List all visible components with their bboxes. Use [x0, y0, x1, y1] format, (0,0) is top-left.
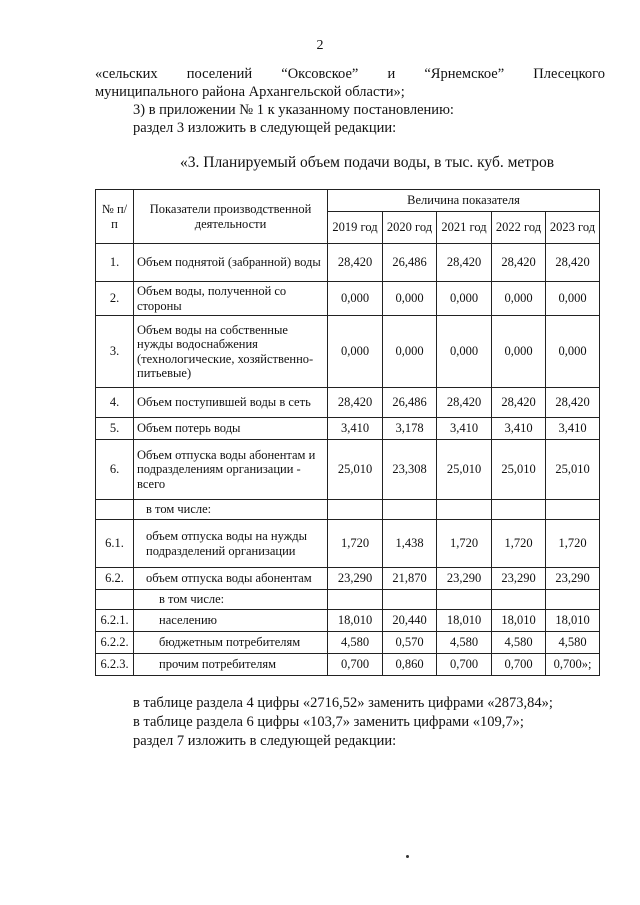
row-number: 6.2.3.	[96, 654, 134, 676]
cell-value: 28,420	[546, 244, 600, 282]
cell-value: 0,000	[492, 316, 546, 388]
row-label: в том числе:	[134, 590, 328, 610]
header-year: 2019 год	[328, 212, 383, 244]
intro-line-4: раздел 3 изложить в следующей редакции:	[133, 120, 397, 136]
table-row	[96, 282, 600, 316]
cell-value: 3,410	[492, 418, 546, 440]
cell-value: 0,000	[328, 316, 383, 388]
cell-value: 18,010	[492, 610, 546, 632]
cell-value: 25,010	[546, 440, 600, 500]
table-row	[96, 388, 600, 418]
cell-value: 1,720	[546, 520, 600, 568]
cell-value: 4,580	[328, 632, 383, 654]
cell-value: 23,290	[437, 568, 492, 590]
header-year: 2023 год	[546, 212, 600, 244]
table-row	[96, 632, 600, 654]
cell-value: 0,000	[437, 316, 492, 388]
cell-value: 3,410	[546, 418, 600, 440]
cell-value: 23,290	[328, 568, 383, 590]
cell-value	[328, 590, 383, 610]
row-number: 6.2.	[96, 568, 134, 590]
cell-value: 25,010	[492, 440, 546, 500]
cell-value: 0,000	[546, 316, 600, 388]
row-label: в том числе:	[134, 500, 328, 520]
cell-value	[437, 500, 492, 520]
cell-value: 4,580	[492, 632, 546, 654]
table-row	[96, 418, 600, 440]
cell-value: 23,290	[546, 568, 600, 590]
intro-word: и	[387, 66, 396, 82]
row-number: 6.	[96, 440, 134, 500]
table-row	[96, 654, 600, 676]
section-title: «3. Планируемый объем подачи воды, в тыс. куб. метров	[180, 154, 555, 171]
row-label: Объем поступившей воды в сеть	[134, 388, 328, 418]
row-label: Объем воды, полученной со стороны	[134, 282, 328, 316]
cell-value: 25,010	[437, 440, 492, 500]
cell-value: 0,570	[383, 632, 437, 654]
header-year: 2022 год	[492, 212, 546, 244]
cell-value: 18,010	[546, 610, 600, 632]
cell-value	[546, 500, 600, 520]
cell-value: 28,420	[492, 388, 546, 418]
table-row	[96, 500, 600, 520]
row-number	[96, 500, 134, 520]
cell-value: 0,000	[328, 282, 383, 316]
cell-value: 28,420	[437, 388, 492, 418]
row-number	[96, 590, 134, 610]
cell-value: 3,410	[328, 418, 383, 440]
table-row	[96, 244, 600, 282]
cell-value: 25,010	[328, 440, 383, 500]
cell-value: 28,420	[546, 388, 600, 418]
row-number: 1.	[96, 244, 134, 282]
header-year: 2021 год	[437, 212, 492, 244]
cell-value: 0,700	[328, 654, 383, 676]
cell-value: 20,440	[383, 610, 437, 632]
outro-line-3: раздел 7 изложить в следующей редакции:	[133, 733, 397, 749]
cell-value: 26,486	[383, 244, 437, 282]
table-row	[96, 440, 600, 500]
header-value: Величина показателя	[328, 190, 600, 212]
cell-value: 21,870	[383, 568, 437, 590]
cell-value	[328, 500, 383, 520]
cell-value: 23,290	[492, 568, 546, 590]
cell-value: 0,700	[492, 654, 546, 676]
row-label: объем отпуска воды на нужды подразделений организации	[134, 520, 328, 568]
cell-value: 23,308	[383, 440, 437, 500]
cell-value	[492, 590, 546, 610]
row-label: бюджетным потребителям	[134, 632, 328, 654]
row-label: Объем отпуска воды абонентам и подразделениям организации - всего	[134, 440, 328, 500]
intro-word: “Оксовское”	[281, 66, 359, 82]
intro-line-1	[95, 66, 605, 83]
row-label: объем отпуска воды абонентам	[134, 568, 328, 590]
page-number: 2	[316, 38, 324, 53]
cell-value: 0,000	[383, 282, 437, 316]
intro-word: “Ярнемское”	[424, 66, 505, 82]
table-row	[96, 590, 600, 610]
row-number: 4.	[96, 388, 134, 418]
cell-value: 4,580	[546, 632, 600, 654]
row-number: 6.1.	[96, 520, 134, 568]
row-label: прочим потребителям	[134, 654, 328, 676]
intro-line-2: муниципального района Архангельской области»;	[95, 84, 405, 100]
cell-value: 26,486	[383, 388, 437, 418]
cell-value: 28,420	[328, 388, 383, 418]
cell-value	[437, 590, 492, 610]
cell-value: 4,580	[437, 632, 492, 654]
row-label: Объем поднятой (забранной) воды	[134, 244, 328, 282]
table-row	[96, 568, 600, 590]
intro-word: «сельских	[95, 66, 158, 82]
cell-value: 0,000	[546, 282, 600, 316]
intro-word: Плесецкого	[533, 66, 605, 82]
cell-value	[383, 590, 437, 610]
cell-value: 1,720	[328, 520, 383, 568]
cell-value: 0,000	[437, 282, 492, 316]
cell-value: 0,700	[437, 654, 492, 676]
outro-line-2: в таблице раздела 6 цифры «103,7» заменить цифрами «109,7»;	[133, 714, 524, 730]
table-row	[96, 316, 600, 388]
cell-value: 1,720	[437, 520, 492, 568]
cell-value: 18,010	[437, 610, 492, 632]
cell-value	[546, 590, 600, 610]
cell-value: 1,438	[383, 520, 437, 568]
outro-line-1: в таблице раздела 4 цифры «2716,52» заменить цифрами «2873,84»;	[133, 695, 553, 711]
scan-speck	[406, 855, 409, 858]
cell-value: 28,420	[437, 244, 492, 282]
intro-word: поселений	[186, 66, 253, 82]
row-number: 6.2.1.	[96, 610, 134, 632]
header-number: № п/п	[96, 190, 134, 244]
cell-value: 28,420	[328, 244, 383, 282]
table-row	[96, 610, 600, 632]
cell-value: 0,700»;	[546, 654, 600, 676]
cell-value: 1,720	[492, 520, 546, 568]
header-indicator: Показатели производственной деятельности	[134, 190, 328, 244]
cell-value: 3,410	[437, 418, 492, 440]
row-number: 3.	[96, 316, 134, 388]
cell-value: 28,420	[492, 244, 546, 282]
row-number: 2.	[96, 282, 134, 316]
cell-value	[492, 500, 546, 520]
water-supply-table	[95, 189, 600, 676]
row-label: Объем потерь воды	[134, 418, 328, 440]
cell-value: 0,000	[492, 282, 546, 316]
row-label: населению	[134, 610, 328, 632]
intro-line-3: 3) в приложении № 1 к указанному постановлению:	[133, 102, 454, 118]
cell-value: 0,860	[383, 654, 437, 676]
row-label: Объем воды на собственные нужды водоснабжения (технологические, хозяйственно-питьевые)	[134, 316, 328, 388]
cell-value: 3,178	[383, 418, 437, 440]
row-number: 5.	[96, 418, 134, 440]
cell-value: 0,000	[383, 316, 437, 388]
table-row	[96, 520, 600, 568]
row-number: 6.2.2.	[96, 632, 134, 654]
cell-value	[383, 500, 437, 520]
cell-value: 18,010	[328, 610, 383, 632]
header-year: 2020 год	[383, 212, 437, 244]
